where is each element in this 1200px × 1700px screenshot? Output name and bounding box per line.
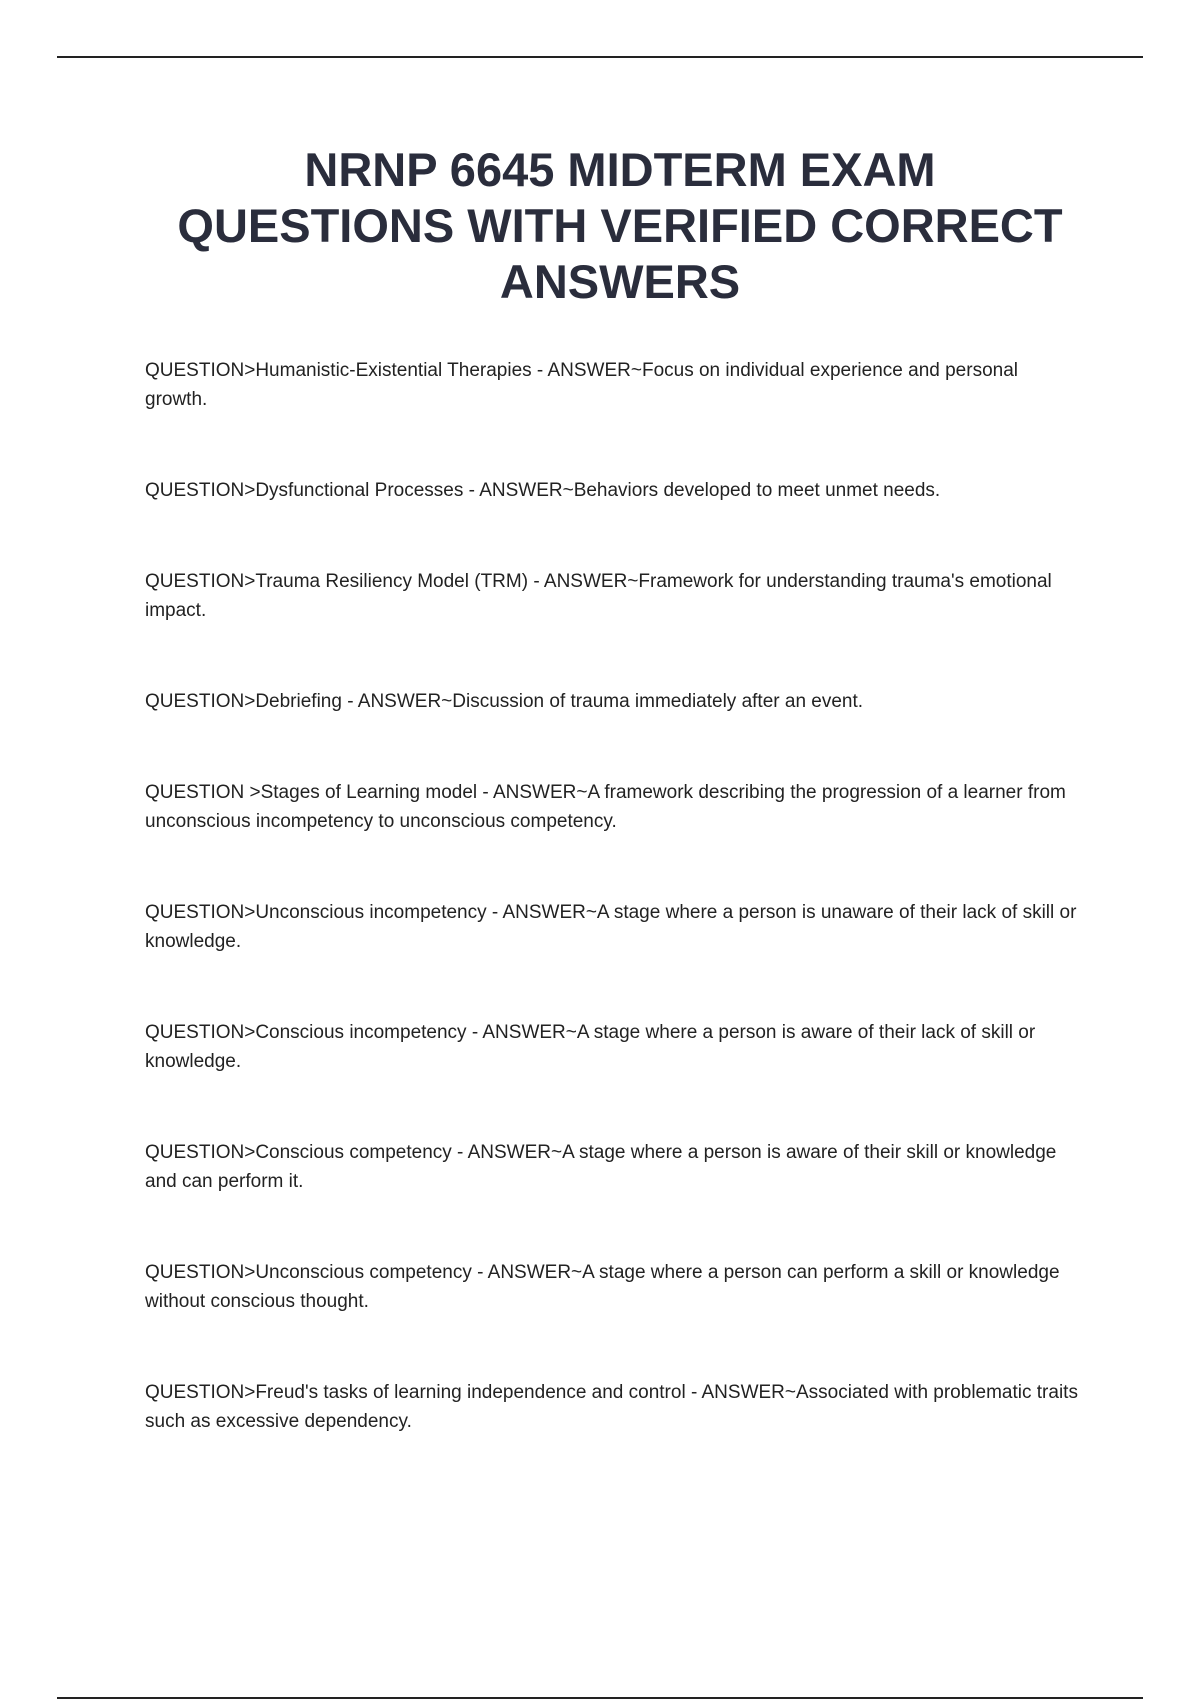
qa-item: QUESTION>Unconscious competency - ANSWER~A stage where a person can perform a skill or knowledge without conscious thought. [145,1262,1060,1312]
qa-item: QUESTION>Conscious incompetency - ANSWER~A stage where a person is aware of their lack of skill or knowledge. [145,1022,1036,1072]
title-line: ANSWERS [499,255,741,308]
document-title [120,142,1120,310]
qa-item: QUESTION >Stages of Learning model - ANSWER~A framework describing the progression of a learner from unconscious incompetency to unconscious competency. [145,782,1066,832]
title-line: QUESTIONS WITH VERIFIED CORRECT [177,199,1063,252]
qa-item: QUESTION>Humanistic-Existential Therapies - ANSWER~Focus on individual experience and personal growth. [145,360,1018,410]
qa-item: QUESTION>Dysfunctional Processes - ANSWER~Behaviors developed to meet unmet needs. [145,480,941,501]
qa-list [145,356,1085,1498]
qa-item: QUESTION>Conscious competency - ANSWER~A stage where a person is aware of their skill or knowledge and can perform it. [145,1142,1057,1192]
qa-item: QUESTION>Trauma Resiliency Model (TRM) - ANSWER~Framework for understanding trauma's emotional impact. [145,571,1052,621]
qa-item: QUESTION>Unconscious incompetency - ANSWER~A stage where a person is unaware of their lack of skill or knowledge. [145,902,1077,952]
qa-item: QUESTION>Debriefing - ANSWER~Discussion of trauma immediately after an event. [145,691,864,712]
qa-item: QUESTION>Freud's tasks of learning independence and control - ANSWER~Associated with problematic traits such as excessive dependency. [145,1382,1078,1432]
title-line: NRNP 6645 MIDTERM EXAM [304,143,936,196]
top-divider [57,56,1143,58]
bottom-divider [57,1697,1143,1699]
